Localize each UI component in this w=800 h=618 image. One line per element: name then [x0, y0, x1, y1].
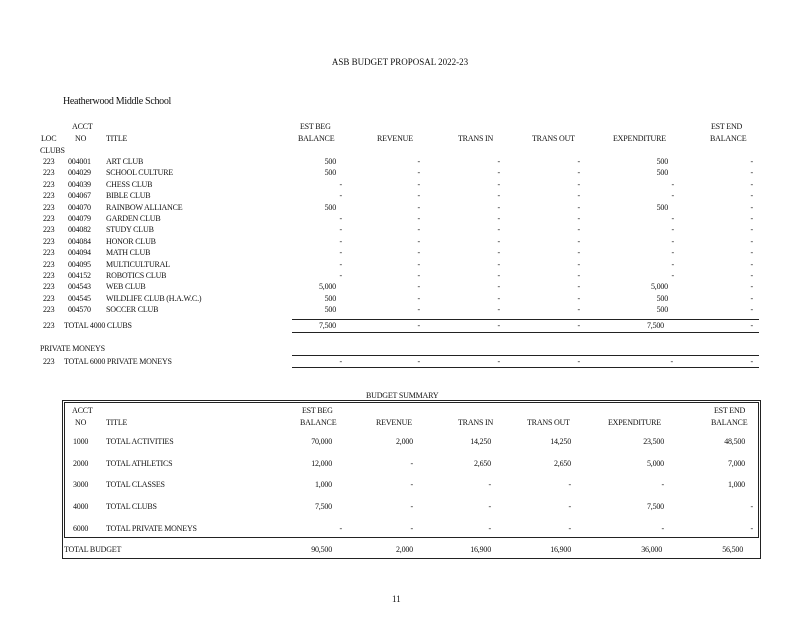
- row-loc: 223: [43, 293, 55, 303]
- summary-row-acct-no: 4000: [73, 502, 89, 512]
- row-expenditure: 500: [656, 157, 668, 166]
- summary-row-end-balance: 7,000: [727, 458, 745, 468]
- row-trans-out: -: [577, 305, 580, 315]
- row-loc: 223: [43, 248, 55, 258]
- row-revenue: -: [417, 157, 420, 166]
- row-trans-in: -: [497, 259, 500, 269]
- row-end-balance: -: [750, 282, 753, 292]
- row-expenditure: -: [671, 248, 674, 258]
- school-name: Heatherwood Middle School: [63, 96, 172, 107]
- row-acct-no: 004084: [68, 236, 91, 246]
- private-total-rule-bottom: [292, 367, 759, 368]
- document-title: ASB BUDGET PROPOSAL 2022-23: [331, 57, 469, 67]
- summary-row-expenditure: 5,000: [646, 458, 664, 468]
- header-revenue: REVENUE: [377, 134, 413, 143]
- summary-row-trans-out: 2,650: [553, 458, 571, 468]
- row-loc: 223: [43, 168, 55, 178]
- summary-header-trans-in: TRANS IN: [458, 418, 494, 427]
- row-trans-out: -: [577, 214, 580, 223]
- summary-row-expenditure: 7,500: [646, 502, 664, 512]
- row-trans-out: -: [577, 225, 580, 235]
- summary-row-acct-no: 2000: [73, 458, 89, 468]
- row-beg-balance: 500: [324, 305, 336, 315]
- clubs-total-tout: -: [577, 321, 580, 330]
- summary-row-trans-in: 14,250: [470, 437, 491, 446]
- row-acct-no: 004095: [68, 259, 91, 269]
- summary-header-balance-end: BALANCE: [711, 418, 748, 427]
- row-title: BIBLE CLUB: [106, 191, 151, 201]
- row-trans-in: -: [497, 157, 500, 166]
- summary-row-trans-out: -: [568, 480, 571, 490]
- private-total-exp: -: [670, 357, 673, 366]
- summary-row-title: TOTAL ATHLETICS: [106, 458, 173, 468]
- summary-header-no: NO: [75, 418, 87, 427]
- row-acct-no: 004067: [68, 191, 91, 201]
- private-total-beg: -: [339, 357, 342, 366]
- clubs-total-beg: 7,500: [318, 321, 336, 330]
- summary-row-title: TOTAL CLASSES: [106, 480, 165, 490]
- private-total-loc: 223: [43, 357, 55, 366]
- row-title: WILDLIFE CLUB (H.A.W.C.): [106, 293, 202, 303]
- row-end-balance: -: [750, 248, 753, 258]
- summary-row-end-balance: -: [750, 523, 753, 533]
- summary-total-rev: 2,000: [395, 545, 413, 554]
- row-acct-no: 004152: [68, 271, 91, 280]
- row-beg-balance: -: [339, 271, 342, 280]
- summary-row-title: TOTAL ACTIVITIES: [106, 437, 174, 446]
- summary-row-trans-out: -: [568, 523, 571, 533]
- summary-row-trans-in: -: [488, 502, 491, 512]
- row-revenue: -: [417, 259, 420, 269]
- header-title: TITLE: [106, 134, 128, 143]
- row-title: SCHOOL CULTURE: [106, 168, 174, 178]
- row-loc: 223: [43, 179, 55, 189]
- row-revenue: -: [417, 236, 420, 246]
- row-trans-out: -: [577, 202, 580, 212]
- private-total-title: TOTAL 6000 PRIVATE MONEYS: [64, 357, 172, 366]
- row-title: SOCCER CLUB: [106, 305, 159, 315]
- row-revenue: -: [417, 305, 420, 315]
- row-expenditure: -: [671, 191, 674, 201]
- row-title: ART CLUB: [106, 157, 144, 166]
- summary-row-expenditure: 23,500: [643, 437, 664, 446]
- row-title: HONOR CLUB: [106, 236, 156, 246]
- row-loc: 223: [43, 236, 55, 246]
- row-trans-out: -: [577, 236, 580, 246]
- row-end-balance: -: [750, 214, 753, 223]
- summary-row-expenditure: -: [661, 523, 664, 533]
- row-beg-balance: -: [339, 248, 342, 258]
- row-acct-no: 004070: [68, 202, 91, 212]
- row-expenditure: 500: [656, 293, 668, 303]
- summary-row-revenue: -: [410, 502, 413, 512]
- summary-row-revenue: -: [410, 458, 413, 468]
- row-beg-balance: 5,000: [318, 282, 336, 292]
- row-beg-balance: -: [339, 191, 342, 201]
- row-trans-in: -: [497, 168, 500, 178]
- row-revenue: -: [417, 202, 420, 212]
- row-revenue: -: [417, 225, 420, 235]
- row-title: WEB CLUB: [106, 282, 146, 292]
- header-est-end: EST END: [711, 122, 743, 131]
- summary-row-beg-balance: -: [339, 523, 342, 533]
- row-acct-no: 004039: [68, 179, 91, 189]
- private-total-tout: -: [577, 357, 580, 366]
- row-trans-in: -: [497, 271, 500, 280]
- row-acct-no: 004570: [68, 305, 91, 315]
- row-beg-balance: -: [339, 179, 342, 189]
- row-trans-in: -: [497, 191, 500, 201]
- row-revenue: -: [417, 293, 420, 303]
- summary-row-trans-in: 2,650: [473, 458, 491, 468]
- header-balance-end: BALANCE: [710, 134, 747, 143]
- header-trans-out: TRANS OUT: [532, 134, 575, 143]
- row-acct-no: 004001: [68, 157, 91, 166]
- header-no: NO: [75, 134, 87, 143]
- clubs-total-end: -: [750, 321, 753, 330]
- summary-total-tout: 16,900: [550, 545, 571, 554]
- row-title: RAINBOW ALLIANCE: [106, 202, 183, 212]
- header-loc: LOC: [41, 134, 57, 143]
- summary-row-beg-balance: 1,000: [314, 480, 332, 490]
- summary-row-revenue: 2,000: [395, 437, 413, 446]
- row-expenditure: 5,000: [650, 282, 668, 292]
- row-trans-out: -: [577, 157, 580, 166]
- summary-row-trans-out: -: [568, 502, 571, 512]
- row-loc: 223: [43, 214, 55, 223]
- row-beg-balance: -: [339, 259, 342, 269]
- row-revenue: -: [417, 282, 420, 292]
- row-beg-balance: -: [339, 225, 342, 235]
- summary-total-exp: 36,000: [641, 545, 662, 554]
- row-loc: 223: [43, 191, 55, 201]
- summary-row-trans-out: 14,250: [550, 437, 571, 446]
- row-revenue: -: [417, 248, 420, 258]
- header-est-beg: EST BEG: [300, 122, 331, 131]
- row-acct-no: 004543: [68, 282, 91, 292]
- summary-row-trans-in: -: [488, 523, 491, 533]
- row-end-balance: -: [750, 168, 753, 178]
- summary-total-title: TOTAL BUDGET: [64, 545, 122, 554]
- row-revenue: -: [417, 271, 420, 280]
- clubs-total-tin: -: [497, 321, 500, 330]
- clubs-total-rule: [292, 319, 759, 320]
- row-expenditure: -: [671, 271, 674, 280]
- summary-row-end-balance: 48,500: [724, 437, 745, 446]
- row-acct-no: 004094: [68, 248, 91, 258]
- private-total-rule: [292, 355, 759, 356]
- row-title: GARDEN CLUB: [106, 214, 161, 223]
- summary-row-title: TOTAL PRIVATE MONEYS: [106, 523, 197, 533]
- row-acct-no: 004082: [68, 225, 91, 235]
- row-loc: 223: [43, 202, 55, 212]
- row-beg-balance: 500: [324, 168, 336, 178]
- header-acct: ACCT: [72, 122, 93, 131]
- row-title: MATH CLUB: [106, 248, 151, 258]
- row-trans-out: -: [577, 179, 580, 189]
- summary-row-trans-in: -: [488, 480, 491, 490]
- row-end-balance: -: [750, 259, 753, 269]
- row-expenditure: 500: [656, 305, 668, 315]
- summary-row-beg-balance: 7,500: [314, 502, 332, 512]
- header-balance: BALANCE: [298, 134, 335, 143]
- row-trans-out: -: [577, 293, 580, 303]
- private-total-rev: -: [417, 357, 420, 366]
- row-loc: 223: [43, 259, 55, 269]
- row-trans-out: -: [577, 168, 580, 178]
- row-revenue: -: [417, 214, 420, 223]
- row-end-balance: -: [750, 293, 753, 303]
- summary-row-end-balance: 1,000: [727, 480, 745, 490]
- row-trans-out: -: [577, 282, 580, 292]
- summary-title: BUDGET SUMMARY: [366, 391, 439, 400]
- row-trans-out: -: [577, 248, 580, 258]
- summary-row-revenue: -: [410, 480, 413, 490]
- row-trans-in: -: [497, 293, 500, 303]
- clubs-total-rev: -: [417, 321, 420, 330]
- row-loc: 223: [43, 225, 55, 235]
- summary-row-acct-no: 1000: [73, 437, 89, 446]
- row-beg-balance: 500: [324, 293, 336, 303]
- row-end-balance: -: [750, 202, 753, 212]
- row-end-balance: -: [750, 157, 753, 166]
- row-trans-in: -: [497, 305, 500, 315]
- row-loc: 223: [43, 271, 55, 280]
- summary-header-acct: ACCT: [72, 406, 93, 415]
- row-title: CHESS CLUB: [106, 179, 153, 189]
- row-trans-out: -: [577, 259, 580, 269]
- row-end-balance: -: [750, 179, 753, 189]
- row-trans-in: -: [497, 248, 500, 258]
- row-beg-balance: 500: [324, 157, 336, 166]
- summary-header-revenue: REVENUE: [376, 418, 412, 427]
- summary-row-end-balance: -: [750, 502, 753, 512]
- row-revenue: -: [417, 191, 420, 201]
- summary-row-beg-balance: 12,000: [311, 458, 332, 468]
- summary-total-tin: 16,900: [470, 545, 491, 554]
- row-loc: 223: [43, 282, 55, 292]
- row-end-balance: -: [750, 305, 753, 315]
- summary-row-expenditure: -: [661, 480, 664, 490]
- row-loc: 223: [43, 157, 55, 166]
- clubs-section-label: CLUBS: [40, 146, 65, 155]
- clubs-total-rule-bottom: [292, 332, 759, 333]
- private-total-end: -: [750, 357, 753, 366]
- row-title: STUDY CLUB: [106, 225, 154, 235]
- summary-row-title: TOTAL CLUBS: [106, 502, 157, 512]
- row-end-balance: -: [750, 191, 753, 201]
- row-expenditure: -: [671, 236, 674, 246]
- row-acct-no: 004545: [68, 293, 91, 303]
- summary-row-revenue: -: [410, 523, 413, 533]
- private-section-label: PRIVATE MONEYS: [40, 344, 105, 353]
- summary-header-est-beg: EST BEG: [302, 406, 333, 415]
- header-trans-in: TRANS IN: [458, 134, 494, 143]
- row-end-balance: -: [750, 271, 753, 280]
- row-loc: 223: [43, 305, 55, 315]
- row-beg-balance: -: [339, 214, 342, 223]
- clubs-total-loc: 223: [43, 321, 55, 330]
- row-expenditure: -: [671, 214, 674, 223]
- summary-total-beg: 90,500: [311, 545, 332, 554]
- summary-header-expenditure: EXPENDITURE: [608, 418, 661, 427]
- row-end-balance: -: [750, 225, 753, 235]
- row-trans-in: -: [497, 282, 500, 292]
- row-beg-balance: -: [339, 236, 342, 246]
- summary-row-beg-balance: 70,000: [311, 437, 332, 446]
- summary-header-est-end: EST END: [714, 406, 746, 415]
- row-end-balance: -: [750, 236, 753, 246]
- row-revenue: -: [417, 168, 420, 178]
- row-acct-no: 004029: [68, 168, 91, 178]
- row-trans-in: -: [497, 214, 500, 223]
- row-title: ROBOTICS CLUB: [106, 271, 167, 280]
- page-number: 11: [392, 594, 401, 604]
- row-acct-no: 004079: [68, 214, 91, 223]
- summary-total-end: 56,500: [722, 545, 743, 554]
- row-expenditure: -: [671, 259, 674, 269]
- clubs-total-exp: 7,500: [646, 321, 664, 330]
- row-revenue: -: [417, 179, 420, 189]
- summary-row-acct-no: 3000: [73, 480, 89, 490]
- summary-header-balance: BALANCE: [300, 418, 337, 427]
- row-trans-out: -: [577, 271, 580, 280]
- summary-row-acct-no: 6000: [73, 523, 89, 533]
- summary-header-title: TITLE: [106, 418, 128, 427]
- row-trans-in: -: [497, 179, 500, 189]
- summary-header-trans-out: TRANS OUT: [527, 418, 570, 427]
- row-expenditure: 500: [656, 168, 668, 178]
- header-expenditure: EXPENDITURE: [613, 134, 666, 143]
- row-expenditure: 500: [656, 202, 668, 212]
- row-trans-in: -: [497, 236, 500, 246]
- row-title: MULTICULTURAL: [106, 259, 170, 269]
- row-trans-in: -: [497, 225, 500, 235]
- row-expenditure: -: [671, 179, 674, 189]
- row-trans-in: -: [497, 202, 500, 212]
- row-expenditure: -: [671, 225, 674, 235]
- row-beg-balance: 500: [324, 202, 336, 212]
- private-total-tin: -: [497, 357, 500, 366]
- clubs-total-title: TOTAL 4000 CLUBS: [64, 321, 132, 330]
- row-trans-out: -: [577, 191, 580, 201]
